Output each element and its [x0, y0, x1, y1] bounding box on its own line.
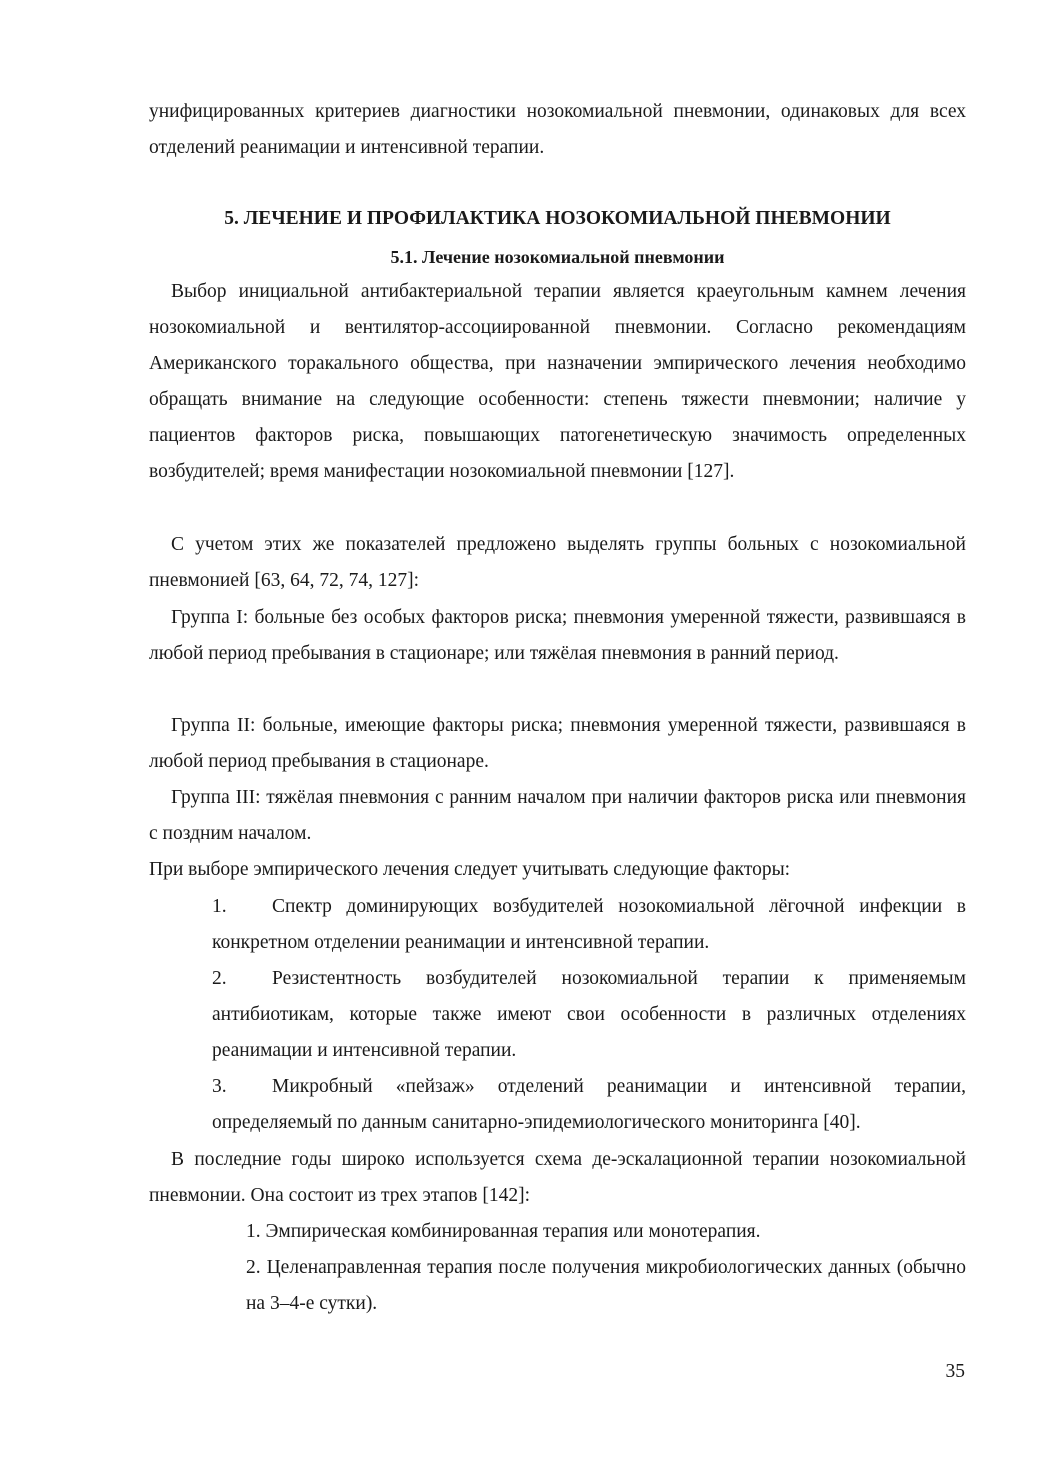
subsection-title: 5.1. Лечение нозокомиальной пневмонии — [390, 247, 725, 267]
paragraph-group-2: Группа II: больные, имеющие факторы риска; пневмония умеренной тяжести, развившаяся в любой период пребывания в стационаре. — [149, 715, 966, 772]
paragraph-deescalation: В последние годы широко используется схема де-эскалационной терапии нозокомиальной пневмонии. Она состоит из трех этапов [142]: — [149, 1149, 966, 1206]
paragraph-groups-intro: С учетом этих же показателей предложено выделять группы больных с нозокомиальной пневмонией [63, 64, 72, 74, 127]: — [149, 534, 966, 591]
list-item-number: 2. — [212, 968, 227, 989]
list-item — [212, 1069, 966, 1141]
list-item-text: Спектр доминирующих возбудителей нозокомиальной лёгочной инфекции в конкретном отделении реанимации и интенсивной терапии. — [212, 896, 966, 953]
factors-list — [212, 889, 966, 1141]
paragraph-group-1: Группа I: больные без особых факторов риска; пневмония умеренной тяжести, развившаяся в любой период пребывания в стационаре; или тяжёлая пневмония в ранний период. — [149, 607, 966, 664]
page-number: 35 — [945, 1361, 965, 1382]
list-item: 1. Эмпирическая комбинированная терапия или монотерапия. — [246, 1221, 761, 1242]
stages-list — [246, 1214, 966, 1322]
paragraph-group-3: Группа III: тяжёлая пневмония с ранним началом при наличии факторов риска или пневмония с поздним началом. — [149, 787, 966, 844]
intro-paragraph: унифицированных критериев диагностики нозокомиальной пневмонии, одинаковых для всех отделений реанимации и интенсивной терапии. — [149, 101, 966, 158]
list-item: 2. Целенаправленная терапия после получения микробиологических данных (обычно на 3–4-е сутки). — [246, 1257, 966, 1314]
list-item-text: Резистентность возбудителей нозокомиальной терапии к применяемым антибиотикам, которые также имеют свои особенности в различных отделениях реанимации и интенсивной терапии. — [212, 968, 966, 1061]
list-item-number: 3. — [212, 1076, 227, 1097]
list-item-text: Микробный «пейзаж» отделений реанимации и интенсивной терапии, определяемый по данным санитарно-эпидемиологического мониторинга [40]. — [212, 1076, 966, 1133]
list-item-number: 1. — [212, 896, 227, 917]
list-item — [212, 961, 966, 1069]
section-title: 5. ЛЕЧЕНИЕ И ПРОФИЛАКТИКА НОЗОКОМИАЛЬНОЙ ПНЕВМОНИИ — [224, 208, 891, 229]
paragraph-treatment-choice: Выбор инициальной антибактериальной терапии является краеугольным камнем лечения нозокомиальной и вентилятор-ассоциированной пневмонии. Согласно рекомендациям Американского торакального общества, при назначении эмпирического лечения необходимо обращать внимание на следующие особенности: степень тяжести пневмонии; наличие у пациентов факторов риска, повышающих патогенетическую значимость определенных возбудителей; время манифестации нозокомиальной пневмонии [127]. — [149, 281, 966, 482]
list-item — [212, 889, 966, 961]
factors-intro: При выборе эмпирического лечения следует учитывать следующие факторы: — [149, 859, 791, 880]
